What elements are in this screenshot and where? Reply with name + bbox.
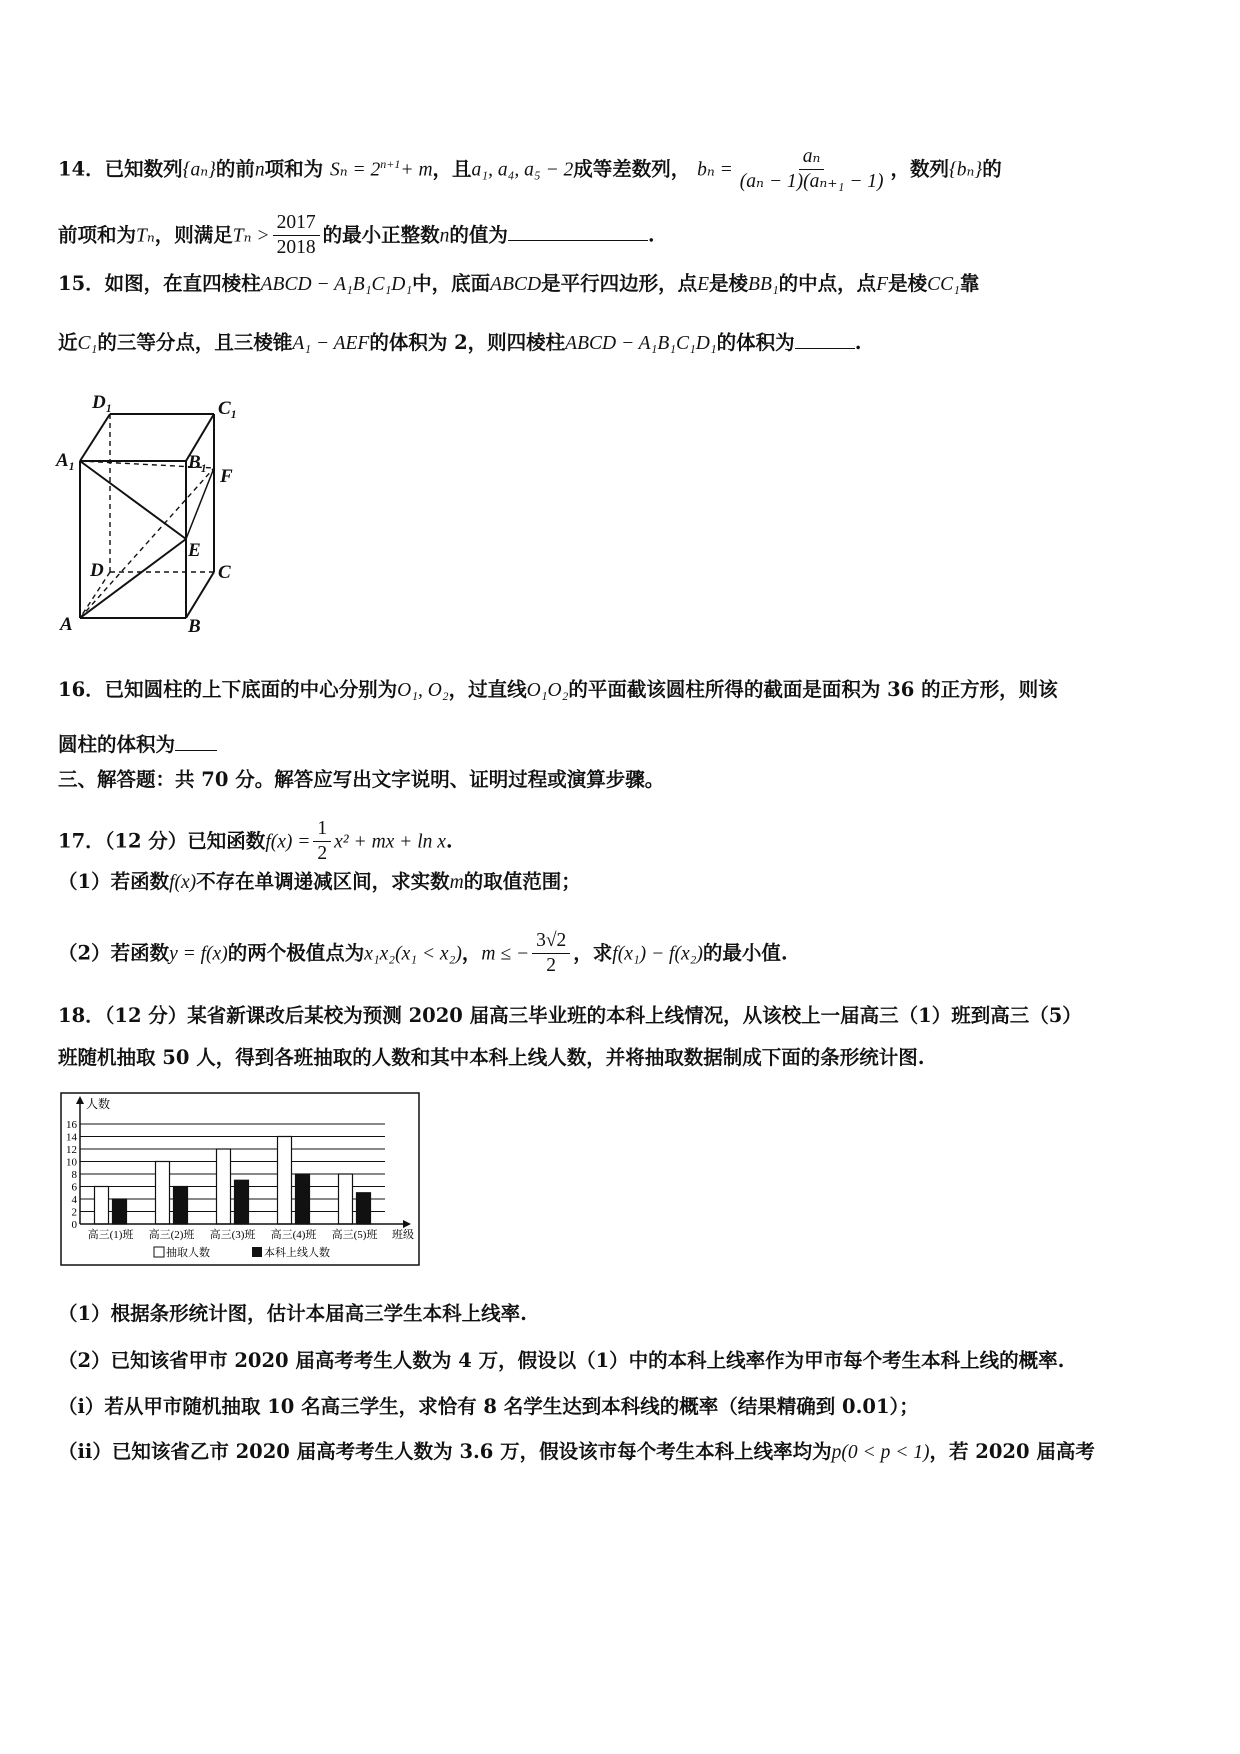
three-root-two-over-two: $\frac{3√2}{2}$: [532, 930, 570, 978]
q15-line1: 15．如图，在直四棱柱ABCD − A₁B₁C₁D₁中，底面ABCD是平行四边形，点E是棱BB₁的中点，点F是棱CC₁靠: [58, 272, 980, 295]
legend-swatch-passed: [252, 1247, 262, 1257]
label-C: C: [218, 562, 231, 583]
bar-sampled: [156, 1162, 170, 1225]
bar-passed: [174, 1187, 188, 1225]
q18-line1: 18．（12 分）某省新课改后某校为预测 2020 届高三毕业班的本科上线情况，从该校上一届高三（1）班到高三（5）: [58, 1004, 1082, 1027]
q18-part2: （2）已知该省甲市 2020 届高考考生人数为 4 万，假设以（1）中的本科上线率作为甲市每个考生本科上线的概率.: [58, 1349, 1065, 1372]
q17-stem: 17．（12 分）已知函数f(x) = $\frac{1}{2}$ x² + mx + ln x.: [58, 818, 453, 865]
y-tick-label: 12: [66, 1144, 77, 1156]
bar-passed: [113, 1199, 127, 1224]
y-tick-label: 14: [66, 1131, 77, 1144]
bar-sampled: [278, 1137, 292, 1225]
q16-line1: 16．已知圆柱的上下底面的中心分别为O₁, O₂，过直线O₁O₂的平面截该圆柱所得的截面是面积为 36 的正方形，则该: [58, 678, 1058, 701]
bar-passed: [296, 1174, 310, 1224]
legend-swatch-sampled: [154, 1247, 164, 1257]
section-three-heading: 三、解答题：共 70 分。解答应写出文字说明、证明过程或演算步骤。: [58, 768, 665, 791]
prism-figure: [52, 384, 272, 644]
category-label: 高三(3)班: [209, 1229, 256, 1241]
q16-line2: 圆柱的体积为: [58, 732, 1200, 756]
bar-sampled: [339, 1174, 353, 1224]
legend-label-sampled: 抽取人数: [166, 1247, 210, 1259]
y-tick-label: 16: [66, 1119, 77, 1131]
label-C1: C₁: [218, 398, 238, 419]
category-label: 高三(2)班: [148, 1229, 195, 1241]
q18-part1: （1）根据条形统计图，估计本届高三学生本科上线率.: [58, 1302, 527, 1325]
fraction-2017-2018: $\frac{2017}{2018}$: [273, 212, 320, 260]
bar-passed: [235, 1180, 249, 1224]
q14-line2: 前项和为Tₙ，则满足Tₙ > $\frac{2017}{2018}$ 的最小正整数n的值为 .: [58, 212, 655, 259]
label-D1: D₁: [92, 392, 113, 413]
answer-blank-15[interactable]: [795, 330, 855, 349]
y-tick-label: 10: [66, 1156, 77, 1169]
bar-sampled: [217, 1149, 231, 1224]
label-A: A: [60, 614, 73, 635]
category-label: 高三(1)班: [87, 1229, 134, 1241]
answer-blank-16[interactable]: [175, 732, 217, 751]
y-tick-label: 4: [71, 1194, 77, 1206]
label-E: E: [188, 540, 201, 561]
x-axis-label: 班级: [392, 1229, 414, 1241]
category-label: 高三(5)班: [331, 1229, 378, 1241]
label-A1: A₁: [56, 450, 76, 471]
label-B1: B₁: [188, 452, 208, 473]
y-axis-arrow: [76, 1096, 84, 1104]
y-tick-label: 8: [71, 1169, 77, 1181]
q18-part-i: （i）若从甲市随机抽取 10 名高三学生，求恰有 8 名学生达到本科线的概率（结果精确到 0.01）；: [58, 1395, 919, 1418]
label-F: F: [220, 466, 233, 487]
y-tick-label: 6: [71, 1181, 77, 1194]
q14-line1: 14．已知数列{aₙ}的前n项和为 $S_n = 2^{n+1}+ m$，且a₁, a₄, a₅ − 2成等差数列， bₙ = $\frac{\text{aₙ}}{\text{(aₙ − 1)(aₙ₊₁ − 1)}}$ ，数列{bₙ}的: [58, 146, 1002, 193]
x-axis-arrow: [403, 1220, 411, 1228]
q17-part2: （2）若函数y = f(x)的两个极值点为x₁x₂(x₁ < x₂)，m ≤ − $\frac{3√2}{2}$ ，求f(x₁) − f(x₂)的最小值.: [58, 930, 788, 977]
q17-part1: （1）若函数f(x)不存在单调递减区间，求实数m的取值范围；: [58, 870, 581, 893]
bn-fraction: $\frac{\text{aₙ}}{\text{(aₙ − 1)(aₙ₊₁ − 1)}}$: [739, 146, 884, 193]
bar-passed: [357, 1193, 371, 1224]
y-axis-label: 人数: [86, 1097, 111, 1111]
q18-part-ii: （ii）已知该省乙市 2020 届高考考生人数为 3.6 万，假设该市每个考生本科上线率均为p(0 < p < 1)，若 2020 届高考: [58, 1440, 1095, 1463]
label-D: D: [90, 560, 104, 581]
bar-sampled: [95, 1187, 109, 1225]
q18-line2: 班随机抽取 50 人，得到各班抽取的人数和其中本科上线人数，并将抽取数据制成下面的条形统计图.: [58, 1046, 925, 1069]
half-fraction: $\frac{1}{2}$: [313, 818, 331, 866]
q15-line2: 近C₁的三等分点，且三棱锥A₁ − AEF的体积为 2，则四棱柱ABCD − A₁B₁C₁D₁的体积为 .: [58, 331, 862, 354]
answer-blank-14[interactable]: [508, 222, 648, 241]
bar-chart: [60, 1092, 420, 1272]
category-label: 高三(4)班: [270, 1229, 317, 1241]
legend-label-passed: 本科上线人数: [264, 1247, 330, 1259]
chart-legend: [154, 1245, 330, 1259]
y-tick-label: 0: [71, 1219, 77, 1231]
label-B: B: [188, 616, 201, 637]
y-tick-label: 2: [71, 1206, 77, 1219]
